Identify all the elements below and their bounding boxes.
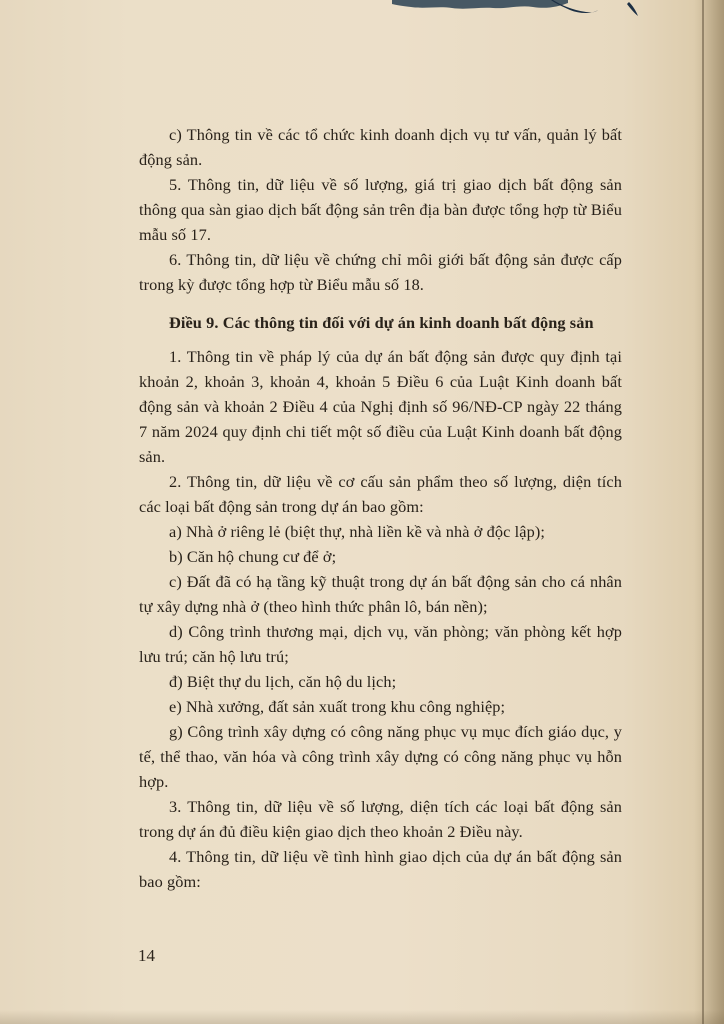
section-heading-dieu-9: Điều 9. Các thông tin đối với dự án kinh doanh bất động sản: [169, 313, 594, 332]
paragraph-item-dd: đ) Biệt thự du lịch, căn hộ du lịch;: [169, 672, 397, 691]
paragraph-item-a: a) Nhà ở riêng lẻ (biệt thự, nhà liền kề và nhà ở độc lập);: [169, 522, 545, 541]
paragraph-item-d: d) Công trình thương mại, dịch vụ, văn phòng; văn phòng kết hợp lưu trú; căn hộ lưu trú;: [139, 622, 622, 666]
paragraph-clause-4: 4. Thông tin, dữ liệu về tình hình giao dịch của dự án bất động sản bao gồm:: [139, 847, 622, 891]
paragraph-clause-5: 5. Thông tin, dữ liệu về số lượng, giá trị giao dịch bất động sản thông qua sàn giao dịch bất động sản trên địa bàn được tổng hợp từ Biểu mẫu số 17.: [139, 175, 622, 244]
paragraph-item-c-consulting: c) Thông tin về các tổ chức kinh doanh dịch vụ tư vấn, quản lý bất động sản.: [139, 125, 622, 169]
paragraph-item-c: c) Đất đã có hạ tầng kỹ thuật trong dự án bất động sản cho cá nhân tự xây dựng nhà ở (theo hình thức phân lô, bán nền);: [139, 572, 622, 616]
pen-tick-mark: [627, 2, 638, 16]
paragraph-item-b: b) Căn hộ chung cư để ở;: [169, 547, 337, 566]
paragraph-clause-6: 6. Thông tin, dữ liệu về chứng chỉ môi giới bất động sản được cấp trong kỳ được tổng hợp từ Biểu mẫu số 18.: [139, 250, 622, 294]
scan-edge-shadow-bottom: [0, 1010, 724, 1024]
paragraph-item-g: g) Công trình xây dựng có công năng phục vụ mục đích giáo dục, y tế, thể thao, văn hóa và công trình xây dựng có công năng phục vụ hỗn hợp.: [139, 722, 622, 791]
ink-smudge-mark: [392, 0, 568, 9]
document-body: [139, 122, 622, 894]
paragraph-clause-1: 1. Thông tin về pháp lý của dự án bất động sản được quy định tại khoản 2, khoản 3, khoản 4, khoản 5 Điều 6 của Luật Kinh doanh bất động sản và khoản 2 Điều 4 của Nghị định số 96/NĐ-CP ngày 22 tháng 7 năm 2024 quy định chi tiết một số điều của Luật Kinh doanh bất động sản.: [139, 347, 622, 466]
pen-stroke-mark: [551, 0, 598, 13]
page-number: 14: [138, 946, 155, 965]
paragraph-item-e: e) Nhà xưởng, đất sản xuất trong khu công nghiệp;: [169, 697, 506, 716]
paragraph-clause-3: 3. Thông tin, dữ liệu về số lượng, diện tích các loại bất động sản trong dự án đủ điều kiện giao dịch theo khoản 2 Điều này.: [139, 797, 622, 841]
scan-edge-shadow-right: [694, 0, 724, 1024]
scan-top-artifacts: [0, 0, 724, 30]
paragraph-clause-2: 2. Thông tin, dữ liệu về cơ cấu sản phẩm theo số lượng, diện tích các loại bất động sản trong dự án bao gồm:: [139, 472, 622, 516]
